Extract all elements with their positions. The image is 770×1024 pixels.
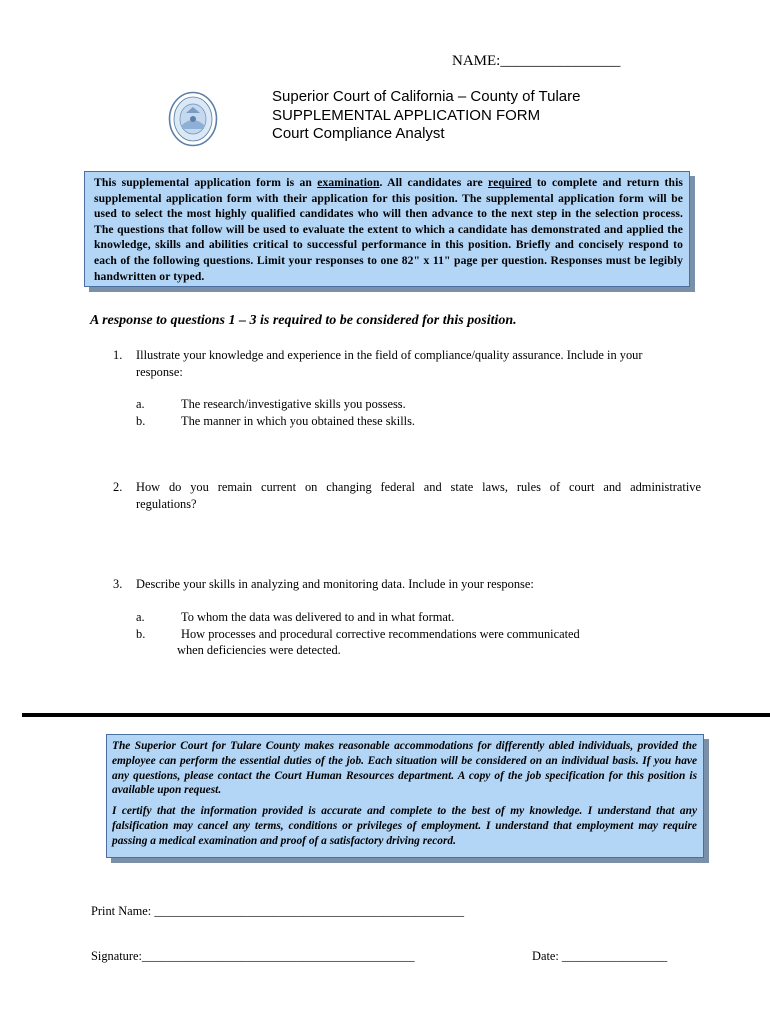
- signature-field[interactable]: Signature:____________________________________________: [91, 949, 415, 963]
- question-line: response:: [136, 364, 183, 379]
- question-number: 1.: [113, 348, 123, 362]
- sub-letter: a.: [136, 397, 145, 411]
- question-line: Illustrate your knowledge and experience in the field of compliance/quality assurance. Include in your: [136, 348, 643, 362]
- sub-item-continued: when deficiencies were detected.: [177, 643, 341, 657]
- notice-text: to complete and return this supplemental application form with their application for this position. The supplemental application form will be used to select the most highly qualified candidates who will then advance to the next step in the selection process. The questions that follow will be used to evaluate the extent to which a candidate has demonstrated and applied the knowledge, skills and abilities critical to successful performance in this position. Briefly and concisely respond to each of the following questions. Limit your responses to one 82" x 11" page per question. Responses must be legibly handwritten or typed.: [94, 176, 684, 283]
- question-number: 3.: [113, 577, 123, 591]
- certification-text: I certify that the information provided is accurate and complete to the best of my knowledge. I understand that any falsification may cancel any terms, conditions or privileges of employment. I understand that employment may require passing a medical examination and proof of a satisfactory driving record.: [112, 805, 697, 847]
- question-text: [136, 479, 701, 512]
- question-line: regulations?: [136, 496, 197, 511]
- notice-text: . All candidates are: [379, 176, 489, 189]
- section-divider: [22, 713, 770, 717]
- county-seal-icon: [168, 91, 218, 147]
- accommodation-text: The Superior Court for Tulare County makes reasonable accommodations for differently abled individuals, provided the employee can perform the essential duties of the job. Each situation will be considered on an individual basis. If you have any questions, please contact the Court Human Resources department. A copy of the job specification for this position is available upon request.: [112, 740, 697, 797]
- date-field[interactable]: Date: _________________: [532, 949, 668, 963]
- question-number: 2.: [113, 480, 123, 494]
- accommodation-notice: [106, 734, 704, 858]
- name-field[interactable]: NAME:________________: [452, 53, 621, 69]
- sub-letter: b.: [136, 414, 146, 428]
- notice-emphasis: examination: [317, 176, 380, 189]
- question-text: Describe your skills in analyzing and monitoring data. Include in your response:: [136, 577, 534, 591]
- question-text: [136, 347, 706, 380]
- sub-item: To whom the data was delivered to and in what format.: [181, 610, 455, 624]
- position-title: Court Compliance Analyst: [272, 125, 445, 142]
- form-title: SUPPLEMENTAL APPLICATION FORM: [272, 107, 541, 124]
- court-name: Superior Court of California – County of Tulare: [272, 88, 581, 105]
- notice-text: This supplemental application form is an: [94, 176, 318, 189]
- notice-emphasis: required: [488, 176, 532, 189]
- sub-item: The research/investigative skills you possess.: [181, 397, 406, 411]
- sub-item: The manner in which you obtained these skills.: [181, 414, 415, 428]
- sub-item: How processes and procedural corrective recommendations were communicated: [181, 627, 580, 641]
- sub-letter: b.: [136, 627, 146, 641]
- required-instruction: A response to questions 1 – 3 is required to be considered for this position.: [90, 313, 517, 328]
- sub-letter: a.: [136, 610, 145, 624]
- examination-notice: [84, 171, 690, 287]
- print-name-field[interactable]: Print Name: __________________________________________________: [91, 904, 465, 918]
- question-line: How do you remain current on changing federal and state laws, rules of court and administrative: [136, 480, 701, 494]
